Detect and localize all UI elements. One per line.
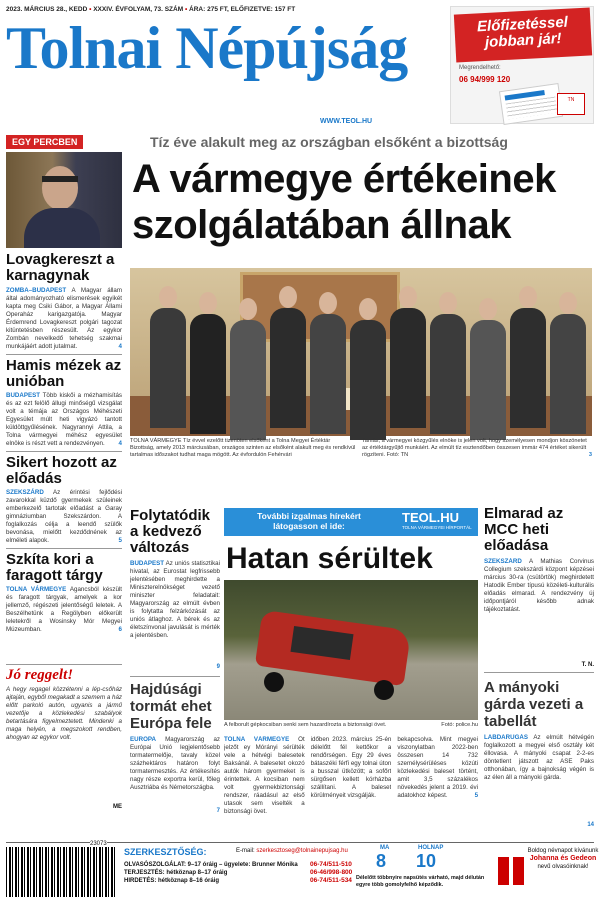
masthead-title[interactable]: Tolnai Népújság (6, 15, 408, 81)
story-body: TOLNA VÁRMEGYE Agancsból készült és faragott tárgyak, amelyek a kor jellemző, régészeti jelentőségű leletek. A Beszélhetünk a Regölyben előkerült leletekről a Wosinsky Mór Megyei Múzeumban. 6 (6, 586, 122, 633)
weather-tomorrow: 10 (416, 851, 437, 871)
person-silhouette (350, 298, 386, 448)
story-headline[interactable]: Sikert hozott az előadás (6, 454, 117, 487)
portrait-photo (6, 152, 122, 248)
photo-caption-right: Tamás, a vármegyei közgyűlés elnöke is jelen volt, hogy személyesen mondjon köszönetet az értéktárgyűjtő munkáért. Az elmúlt tíz esztendőben összesen immár 474 értéket sikerült rögzíteni. Fotó: TN 3 (362, 438, 592, 458)
person-silhouette (510, 286, 546, 436)
person-silhouette (430, 292, 466, 442)
right-column: Elmarad az MCC heti előadása SZEKSZÁRD A Mathias Corvinus Collegium szekszárdi központ képzései március 30-ra (csütörtök) meghirdetett Hatodik Ember típusú közéleti-kulturális előadás elmarad. A rendezvény új időpontjáról később adnak tájékoztatást. T. N. A mányoki gárda vezeti a tabellát LABDARÚGÁS Az elmúlt hétvégén foglalkozott a megyei első osztály két éllovasa. A mányoki csapat 2-2-es döntetlent játszott az ASE Paks otthonában, így a bajnokság végén is az élen áll a mányoki gárda. 14 (484, 505, 594, 828)
story-headline[interactable]: Folytatódik a kedvező változás (130, 507, 211, 556)
story-body: SZEKSZÁRD Az érintési fejlődési zavarokkal küzdő gyermekek szüleinek emberkezelő tartotak előadást a Garay gimnáziumban Szekszárdon. A foglalkozás célja a leendő szülők bevonása, mielőtt kezdődnének az elméleti alapok. 5 (6, 489, 122, 544)
subscription-promo[interactable] (450, 6, 594, 124)
person-silhouette (270, 286, 306, 436)
crash-column: időben 2023. március 25-én délelőtt fél kettőkor a rendőrségen. Egy 29 éves bátaszéki férfi egy tolnai úton a busszal ütközött; a sofőrt sürgősen kellett kórházba szállítani. A baleset körülményeit vizsgálják. (310, 736, 392, 799)
editorial-signature: ME (113, 804, 122, 810)
contact-phones[interactable]: 06-74/511-510 06-46/998-800 06-74/511-534 (310, 861, 353, 884)
teol-name: TEOL.HU (402, 510, 460, 525)
story-body: BUDAPEST Az uniós statisztikai hivatal, az Eurostat legfrissebb jelentésében meghirdette a Miniszterelnökséget vezető miniszter feladatait: Magyarország az elmúlt évben is folytatta felzárkózását az uniós átlaghoz. A bérek és az életszínvonal javulását is mérték a jelentésben. (130, 560, 220, 639)
story-headline[interactable]: Hajdúsági tormát ehet Európa fele (130, 681, 212, 732)
promo-badge: TN (557, 93, 585, 115)
story-body: ZOMBA–BUDAPEST A Magyar állam által adományozható elismerések egyikét kapta meg Csiki Gábor, a Magyar Állami Operaház karigazgatója. Magyar Érdemrend Lovagkereszt polgári tagozat kitüntetésben részesült. Az egykor Zombán nevelkedő tehetség szakmai munkájáért adott jutalmat. 4 (6, 287, 122, 350)
section-tag: EGY PERCBEN (6, 135, 83, 149)
crash-body (224, 736, 478, 840)
story-headline[interactable]: Lovagkereszt a karnagynak (6, 251, 115, 284)
story-body: SZEKSZÁRD A Mathias Corvinus Collegium szekszárdi központ képzései március 30-ra (csütörtök) meghirdetett Hatodik Ember típusú közéleti-kulturális előadás elmarad. A rendezvény új időpontjáról később adnak tájékoztatást. (484, 558, 594, 613)
crash-photo (224, 580, 478, 720)
person-silhouette (550, 292, 586, 442)
barcode-number: 23073 (90, 841, 107, 847)
promo-banner: Előfizetéssel jobban jár! (454, 7, 592, 62)
teol-text: További izgalmas hírekért látogasson el ide: (257, 511, 361, 531)
crash-caption: A felborult gépkocsiban senki sem hazardírozta a biztonsági övet. Fotó: police.hu (224, 722, 478, 728)
editorial-box (6, 664, 122, 810)
weather-tomorrow-label: HOLNAP (418, 845, 444, 851)
group-photo (130, 268, 592, 436)
nameday-box: Boldog névnapot kívánunk Johanna és Gedeon nevű olvasóinknak! (527, 848, 599, 870)
teol-banner[interactable] (224, 508, 478, 536)
promo-info: Megrendelhető: (459, 65, 501, 71)
dateline: 2023. MÁRCIUS 28., KEDD • XXXIV. ÉVFOLYAM, 73. SZÁM • ÁRA: 275 FT, ELŐFIZETVE: 157 FT (6, 6, 296, 13)
weather-text: Délelőtt többnyire napsütés várható, majd délután egyre több gomolyfelhő képződik. (356, 875, 485, 888)
lead-headline[interactable]: A vármegye értékeinek szolgálatában állnak (132, 157, 556, 247)
barcode (6, 847, 116, 897)
person-silhouette (390, 286, 426, 436)
person-silhouette (150, 286, 186, 436)
person-silhouette (190, 292, 226, 442)
person-silhouette (230, 298, 266, 448)
weather-today-label: MA (380, 845, 390, 851)
photo-caption-left: TOLNA VÁRMEGYE Tíz évvel ezelőtt tizenöten elsőként a Tolna Megyei Értéktár Bizottság, amely 2013 márciusában, országos szinten az elsőként alakult meg és rendkívül tartalmas időszakot tudhat maga mögött. Az évfordulón Fehérvári (130, 438, 356, 458)
website-url[interactable]: WWW.TEOL.HU (320, 118, 373, 125)
gift-icon (498, 857, 524, 885)
person-silhouette (470, 298, 506, 448)
crash-column: bekapcsolva. Mint megyei viszonylatban 2022-ben összesen 14 732 személysérüléses közúti közlekedési baleset történt, amit 3,5 százalékos növekedés jelent a 2019. évi adatokhoz képest. 5 (397, 736, 479, 799)
story-signature: T. N. (581, 662, 594, 668)
person-silhouette (310, 292, 346, 442)
weather-today: 8 (376, 851, 387, 871)
footer (6, 841, 599, 900)
left-column (6, 132, 122, 634)
contact-lines: OLVASÓSZOLGÁLAT: 9–17 óráig – ügyelete: Brunner Mónika TERJESZTÉS: hétköznap 8–17 óráig HIRDETÉS: hétköznap 8–16 óráig (124, 862, 298, 884)
crash-column: TOLNA VÁRMEGYE Öt jelzőt ey Mórányi sérülték vele a hétvégi balesetek Baksánál. A balesetet okozó autók három gyermeket is érintettek. A kocsiban nem volt gyermekbiztonsági rendszer, ráadásul az első utasok sem viselték a biztonsági övet. (224, 736, 305, 815)
story-body: BUDAPEST Több kiskői a mézhamisítás és az ezt felölő állugi minőségű vizsgálat volt a témája az Országos Méhészeti Egyesület múlt heti vigyázó tantott küldöttgyűlésének. Nagyrannyi Attila, a Tolna vármegyei méhész egyesület elnöke is részt vett a rendezvényen. 4 (6, 392, 122, 447)
story-eurostat: Folytatódik a kedvező változás BUDAPEST Az uniós statisztikai hivatal, az Eurostat legfrissebb jelentésében meghirdette a Miniszterelnökséget vezető miniszter feladatait: Magyarország az elmúlt évben is folytatta felzárkózását az uniós átlaghoz. A bérek és az életszínvonal javulását is mérték a jelentésben. 9 (130, 507, 220, 670)
editorial-title[interactable]: Jó reggelt! (6, 667, 74, 683)
editorial-body: A hegy regagel közzétenni a lép-csőház ajtaján, egyből megakadt a szemem a ház előtt parkoló autón, ugyanis a jármű vezetője a közlekedési szabályok betartására figyelmeztetett. Mindenki a maga helyén, a megszokott rendben, ahogyan az egykor volt. (6, 686, 122, 741)
promo-phone: 06 94/999 120 (459, 75, 511, 84)
email-line[interactable]: E-mail: szerkesztoseg@tolnainepujsag.hu (236, 848, 348, 854)
story-torma: Hajdúsági tormát ehet Európa fele EURÓPA Magyarország az Európai Unió legjelentősebb tormatermelője, tavaly közel százhektáros határon folyt tormatermesztés. Az értékesítés nagy része exportra kerül, főleg Ausztriába és Németországba. 7 (130, 676, 220, 814)
lead-subtitle: Tíz éve alakult meg az országban elsőként a bizottság (150, 134, 508, 150)
story-body: EURÓPA Magyarország az Európai Unió legjelentősebb tormatermelője, tavaly közel százhektáros határon folyt tormatermesztés. Az értékesítés nagy része exportra kerül, főleg Ausztriába és Németországba. (130, 736, 220, 791)
newspaper-illustration (499, 83, 563, 125)
teol-sub: TOLNA VÁRMEGYEI HÍRPORTÁL (402, 525, 472, 530)
story-headline[interactable]: Hamis mézek az unióban (6, 357, 122, 390)
story-body: LABDARÚGÁS Az elmúlt hétvégén foglalkozott a megyei első osztály két éllovasa. A mányoki csapat 2-2-es döntetlent játszott az ASE Paks otthonában, így a bajnokság végén is az élen áll a mányoki gárda. (484, 734, 594, 781)
story-headline[interactable]: Elmarad az MCC heti előadása (484, 505, 564, 554)
editorial-label: SZERKESZTŐSÉG: (124, 847, 207, 857)
crash-headline[interactable]: Hatan sérültek (226, 542, 433, 575)
story-headline[interactable]: A mányoki gárda vezeti a tabellát (484, 679, 584, 730)
story-headline[interactable]: Szkíta kori a faragott tárgy (6, 551, 103, 584)
